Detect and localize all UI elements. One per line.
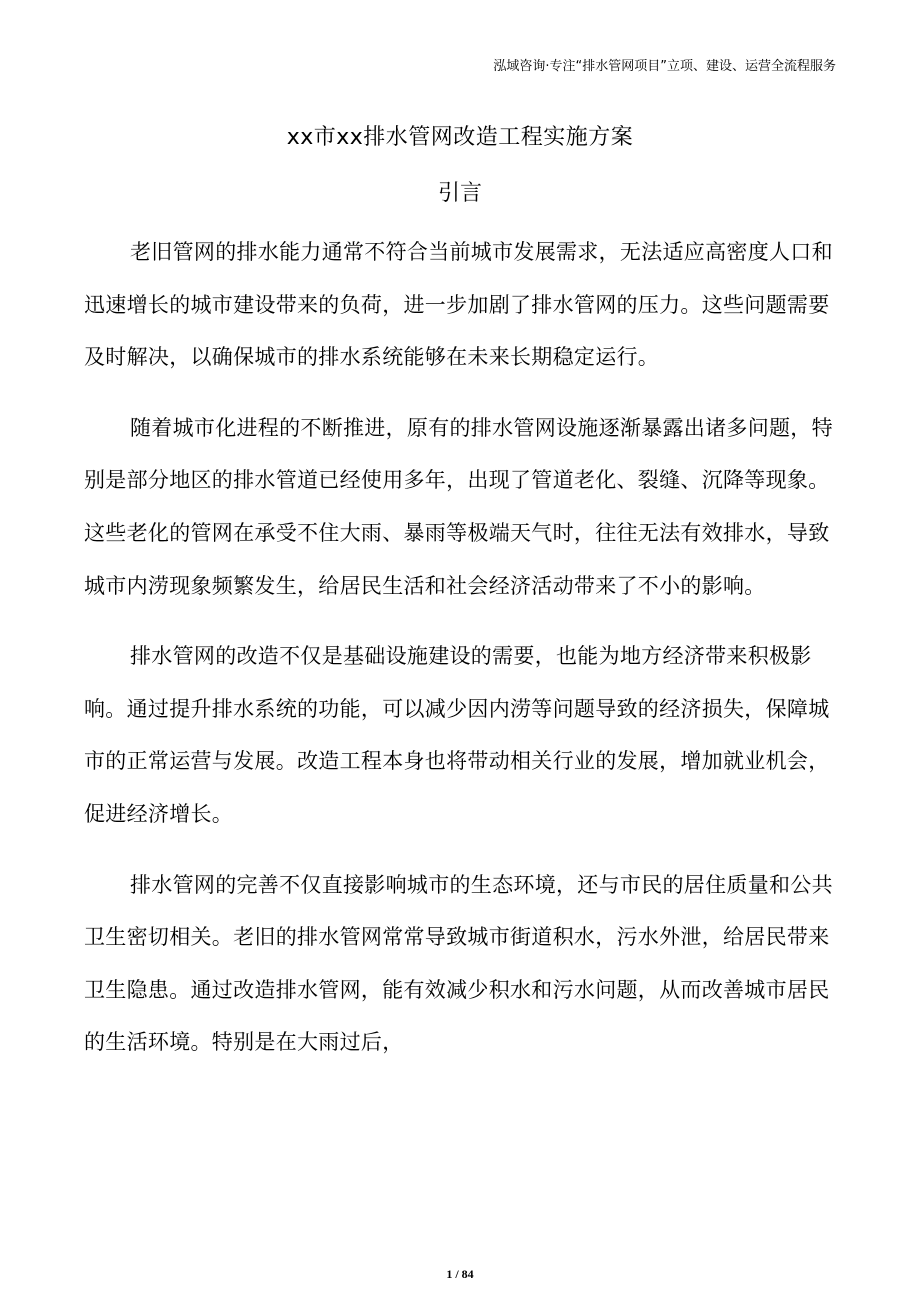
paragraph: 排水管网的改造不仅是基础设施建设的需要，也能为地方经济带来积极影响。通过提升排水系统的功能，可以减少因内涝等问题导致的经济损失，保障城市的正常运营与发展。改造工程本身也将带动相关行业的发展，增加就业机会，促进经济增长。 xyxy=(84,644,830,826)
paragraph: 老旧管网的排水能力通常不符合当前城市发展需求，无法适应高密度人口和迅速增长的城市建设带来的负荷，进一步加剧了排水管网的压力。这些问题需要及时解决，以确保城市的排水系统能够在未来长期稳定运行。 xyxy=(84,240,833,370)
paragraph: 排水管网的完善不仅直接影响城市的生态环境，还与市民的居住质量和公共卫生密切相关。老旧的排水管网常常导致城市街道积水，污水外泄，给居民带来卫生隐患。通过改造排水管网，能有效减少积水和污水问题，从而改善城市居民的生活环境。特别是在大雨过后， xyxy=(84,872,833,1055)
document-title: xx市xx排水管网改造工程实施方案 xyxy=(286,125,634,150)
body-text xyxy=(84,226,844,1087)
section-heading: 引言 xyxy=(437,181,482,206)
paragraph: 随着城市化进程的不断推进，原有的排水管网设施逐渐暴露出诸多问题，特别是部分地区的排水管道已经使用多年，出现了管道老化、裂缝、沉降等现象。这些老化的管网在承受不住大雨、暴雨等极端天气时，往往无法有效排水，导致城市内涝现象频繁发生，给居民生活和社会经济活动带来了不小的影响。 xyxy=(84,415,833,598)
header-note: 泓域咨询·专注“排水管网项目”立项、建设、运营全流程服务 xyxy=(493,59,836,74)
page-number: 1 / 84 xyxy=(446,1267,474,1281)
